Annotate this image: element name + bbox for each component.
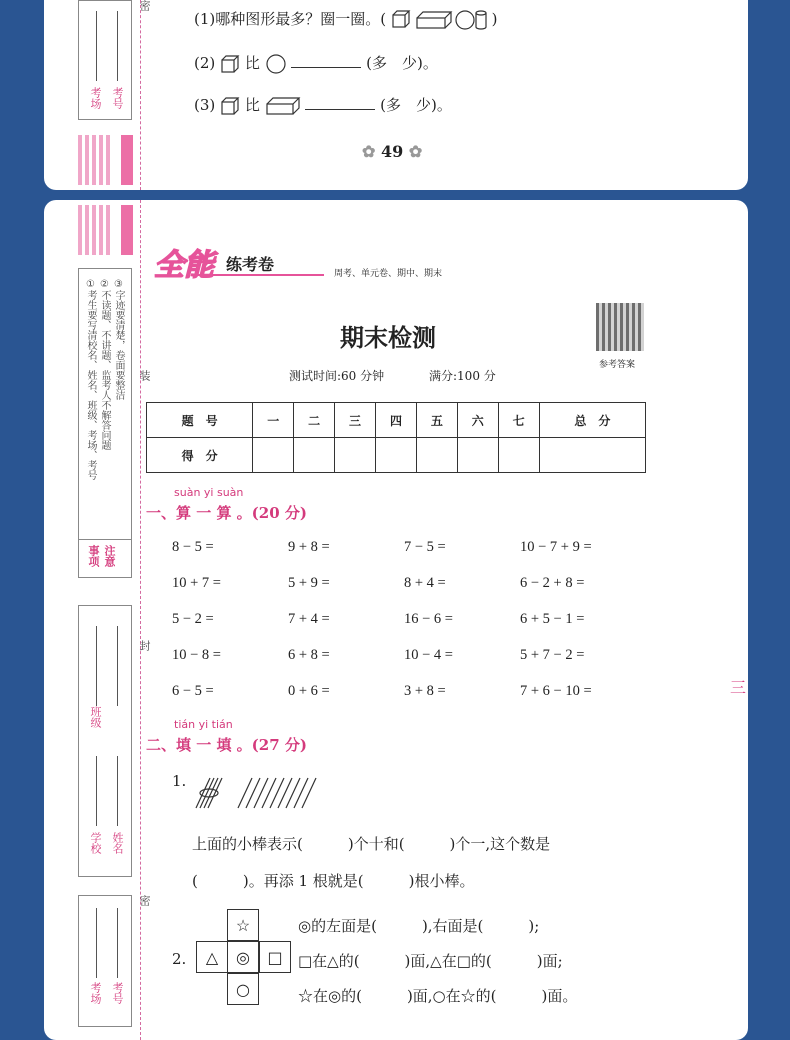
calc-problem: 8 − 5 =	[172, 539, 214, 555]
sticks-icon	[192, 774, 322, 812]
page-number: ✿ 49 ✿	[362, 142, 423, 161]
q2-2-number: 2.	[172, 950, 187, 968]
question-3: (3) 比 (多 少)。	[194, 96, 452, 114]
calc-problem: 5 − 2 =	[172, 611, 214, 627]
score-cell[interactable]	[335, 438, 376, 473]
section-2-pinyin: tián yi tián	[174, 718, 233, 731]
calc-problem: 5 + 9 =	[288, 575, 330, 591]
question-2: (2) 比 (多 少)。	[194, 52, 438, 75]
brand-name: 练考卷	[226, 255, 275, 274]
calc-problem: 10 − 8 =	[172, 647, 221, 663]
grid-top-star: ☆	[227, 909, 259, 941]
score-value-row	[147, 438, 646, 473]
cube-icon	[220, 54, 240, 74]
calc-problem: 0 + 6 =	[288, 683, 330, 699]
qr-code-icon[interactable]	[596, 303, 644, 351]
score-cell[interactable]	[376, 438, 417, 473]
q2-1-line1: 上面的小棒表示( )个十和( )个一,这个数是	[192, 835, 551, 853]
q2-2-line3: ☆在◎的( )面,○在☆的( )面。	[298, 987, 578, 1005]
q2-1-line2: ( )。再添 1 根就是( )根小棒。	[192, 872, 475, 890]
exam-page-card	[44, 200, 748, 1040]
grid-right-square: □	[259, 941, 291, 973]
note-2: ②不读题、不讲题、监考人不解答问题	[99, 279, 110, 450]
banji-label: 班级	[89, 706, 102, 728]
score-cell[interactable]	[294, 438, 335, 473]
note-1: ①考生要写清校名、姓名、班级、考场、考号	[85, 279, 96, 480]
score-cell[interactable]	[457, 438, 498, 473]
exam-title: 期末检测	[340, 323, 436, 352]
shapes-icon	[391, 9, 487, 31]
calc-problem: 6 + 8 =	[288, 647, 330, 663]
score-header-cell: 题 号	[147, 403, 253, 438]
calc-problem: 10 + 7 =	[172, 575, 221, 591]
score-header-cell: 总 分	[539, 403, 645, 438]
kaochang-label: 考场	[89, 87, 102, 109]
calc-problem: 3 + 8 =	[404, 683, 446, 699]
qr-caption: 参考答案	[599, 360, 636, 370]
kaohao-label: 考号	[111, 982, 124, 1004]
grid-bottom-circle: ○	[227, 973, 259, 1005]
exam-room-box	[78, 895, 132, 1027]
kaohao-label: 考号	[111, 87, 124, 109]
exam-full-score: 满分:100 分	[429, 369, 496, 383]
seal-mark: 密	[138, 0, 151, 11]
student-info-box	[78, 605, 132, 877]
score-cell[interactable]	[416, 438, 457, 473]
calc-problem: 10 − 7 + 9 =	[520, 539, 592, 555]
score-header-cell: 五	[416, 403, 457, 438]
calc-problem: 9 + 8 =	[288, 539, 330, 555]
side-info-box	[78, 0, 132, 120]
grid-left-triangle: △	[196, 941, 228, 973]
score-header-cell: 二	[294, 403, 335, 438]
kaochang-label: 考场	[89, 982, 102, 1004]
notes-box	[78, 268, 132, 578]
grid-center-circle: ◎	[227, 941, 259, 973]
cube-icon	[220, 96, 240, 116]
score-header-cell: 一	[253, 403, 294, 438]
calc-problem: 5 + 7 − 2 =	[520, 647, 585, 663]
calc-problem: 7 + 4 =	[288, 611, 330, 627]
section-2-title: 二、填 一 填 。(27 分)	[146, 736, 307, 754]
score-cell[interactable]	[253, 438, 294, 473]
notes-title: 注意事项	[87, 545, 116, 567]
score-cell[interactable]	[539, 438, 645, 473]
q2-1-number: 1.	[172, 772, 187, 790]
previous-page-card	[44, 0, 748, 190]
calc-problem: 16 − 6 =	[404, 611, 453, 627]
section-1-pinyin: suàn yi suàn	[174, 486, 244, 499]
score-header-cell: 七	[498, 403, 539, 438]
brand-logo: 全能	[154, 248, 214, 283]
score-header-row	[147, 403, 646, 438]
score-table	[146, 402, 646, 473]
calc-problem: 6 + 5 − 1 =	[520, 611, 585, 627]
sphere-icon	[265, 53, 287, 75]
calc-problem: 7 − 5 =	[404, 539, 446, 555]
q2-2-line1: ◎的左面是( ),右面是( );	[298, 917, 540, 935]
exam-time: 测试时间:60 分钟	[289, 369, 385, 383]
xingming-label: 姓名	[111, 832, 124, 854]
brand-subtitle: 周考、单元卷、期中、期末	[334, 269, 443, 279]
calc-problem: 10 − 4 =	[404, 647, 453, 663]
score-header-cell: 四	[376, 403, 417, 438]
calc-problem: 6 − 5 =	[172, 683, 214, 699]
seal-mark-bottom: 密	[138, 895, 151, 906]
calc-problem: 7 + 6 − 10 =	[520, 683, 592, 699]
calc-problem: 8 + 4 =	[404, 575, 446, 591]
score-row-label: 得 分	[147, 438, 253, 473]
question-1: (1)哪种图形最多？圈一圈。( )	[194, 8, 498, 31]
cuboid-icon	[265, 96, 301, 116]
seal-mark-top: 装	[138, 370, 151, 381]
right-edge-mark: 三	[730, 678, 747, 697]
note-3: ③字迹要清楚，卷面要整洁	[113, 279, 124, 400]
calc-problem: 6 − 2 + 8 =	[520, 575, 585, 591]
q2-2-line2: □在△的( )面,△在□的( )面;	[298, 952, 563, 970]
score-header-cell: 三	[335, 403, 376, 438]
score-cell[interactable]	[498, 438, 539, 473]
section-1-title: 一、算 一 算 。(20 分)	[146, 504, 307, 522]
score-header-cell: 六	[457, 403, 498, 438]
seal-mark-mid: 封	[138, 640, 151, 651]
xuexiao-label: 学校	[89, 832, 102, 854]
